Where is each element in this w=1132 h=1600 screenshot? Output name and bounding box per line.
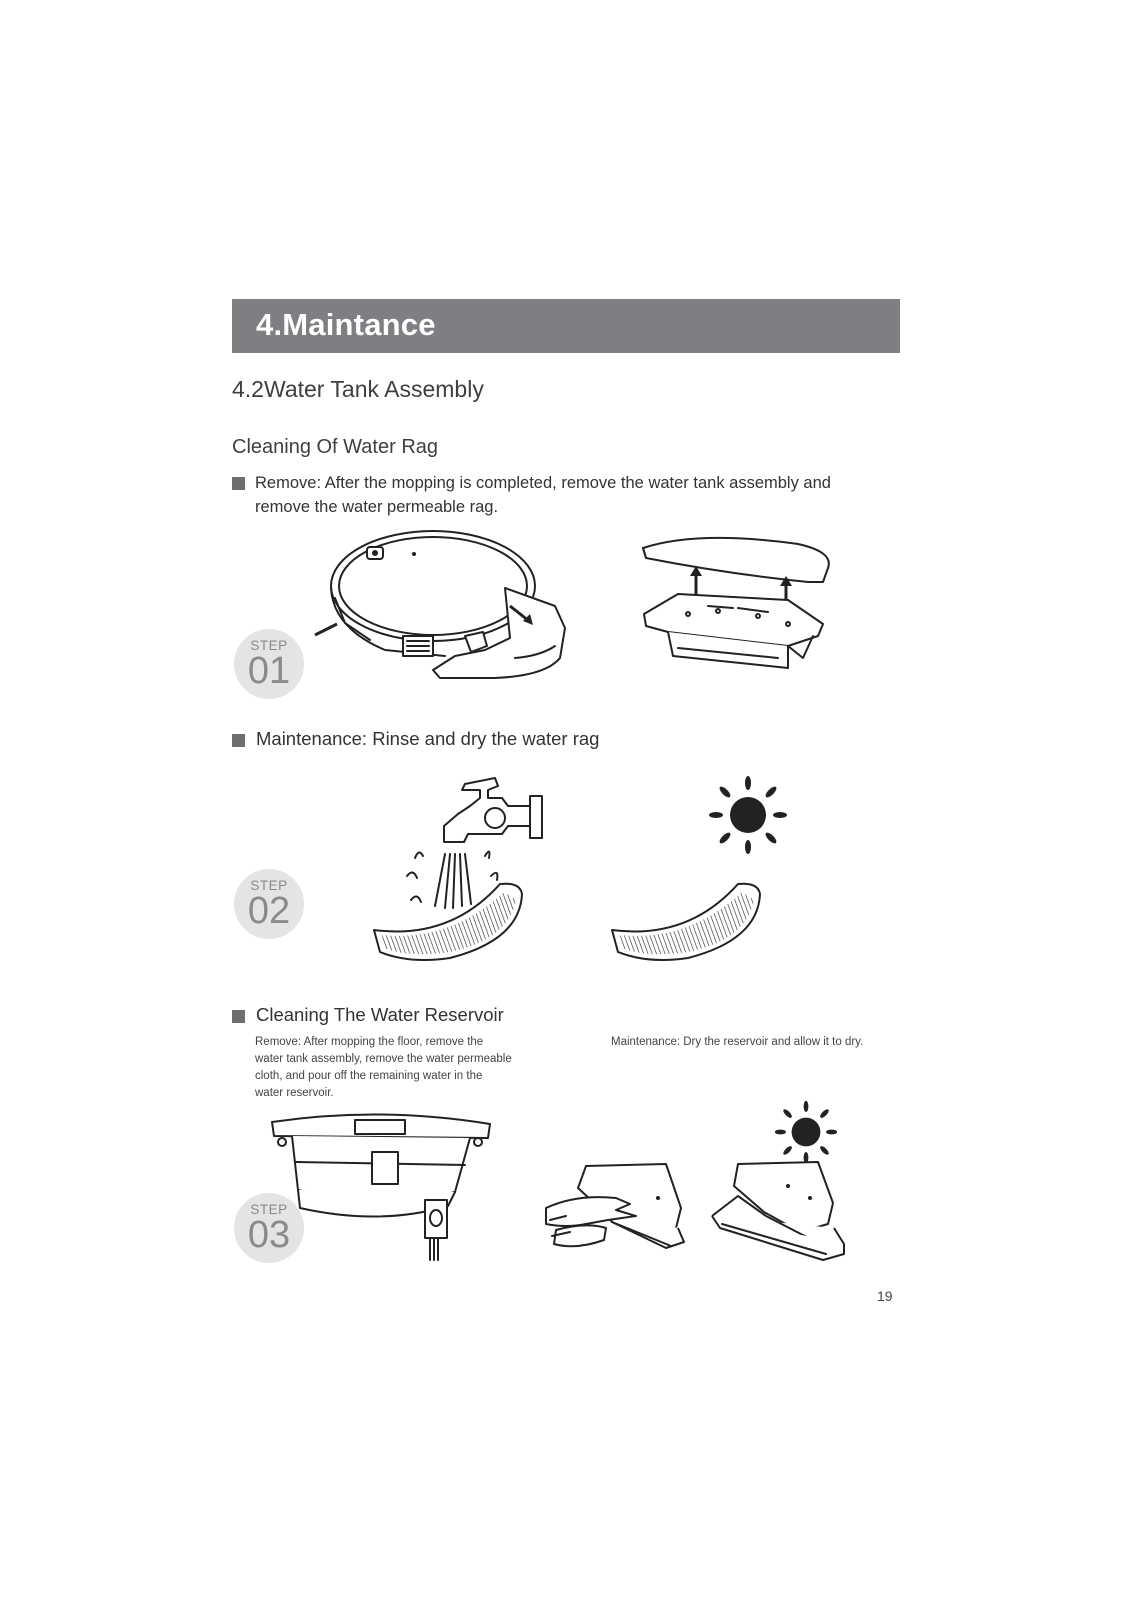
faucet-icon xyxy=(440,776,545,851)
step-label: STEP xyxy=(250,1202,288,1217)
bullet-square xyxy=(232,1010,245,1023)
bullet-square xyxy=(232,477,245,490)
section-title: 4.2Water Tank Assembly xyxy=(232,376,484,402)
water-reservoir-illustration xyxy=(270,1110,495,1260)
remove-note-line2: remove the water permeable rag. xyxy=(255,498,499,516)
sun-icon xyxy=(774,1100,838,1164)
bullet-square xyxy=(232,734,245,747)
page-number: 19 xyxy=(877,1288,893,1304)
step-number: 02 xyxy=(247,890,291,932)
reservoir-remove-line: water reservoir. xyxy=(255,1087,334,1099)
mop-pad-illustration xyxy=(608,880,768,965)
reservoir-maintenance-text: Maintenance: Dry the reservoir and allow it to dry. xyxy=(611,1036,864,1048)
reservoir-remove-text xyxy=(255,1034,575,1102)
banner-title: 4.Maintance xyxy=(256,307,436,342)
reservoir-remove-line: Remove: After mopping the floor, remove the xyxy=(255,1036,484,1048)
step-badge-02 xyxy=(234,869,304,939)
subsection-title: Cleaning Of Water Rag xyxy=(232,436,439,458)
reservoir-remove-line: cloth, and pour off the remaining water in the xyxy=(255,1070,483,1082)
step-badge-01 xyxy=(234,629,304,699)
robot-vacuum-illustration xyxy=(315,528,575,703)
hand-wiping-illustration xyxy=(546,1158,696,1258)
section-banner xyxy=(232,299,900,353)
remove-note-line1: Remove: After the mopping is completed, remove the water tank assembly and xyxy=(255,474,831,492)
sun-icon xyxy=(708,775,788,855)
step-label: STEP xyxy=(250,638,288,653)
step-label: STEP xyxy=(250,878,288,893)
water-reservoir-drying-illustration xyxy=(708,1158,848,1263)
mop-pad-illustration xyxy=(370,880,530,965)
step-number: 03 xyxy=(247,1214,291,1256)
step-number: 01 xyxy=(247,650,291,692)
maintenance-rag-text: Maintenance: Rinse and dry the water rag xyxy=(256,728,600,749)
reservoir-remove-line: water tank assembly, remove the water permeable xyxy=(255,1053,512,1065)
reservoir-title: Cleaning The Water Reservoir xyxy=(256,1004,504,1025)
water-tank-lid-removal-illustration xyxy=(638,536,838,686)
